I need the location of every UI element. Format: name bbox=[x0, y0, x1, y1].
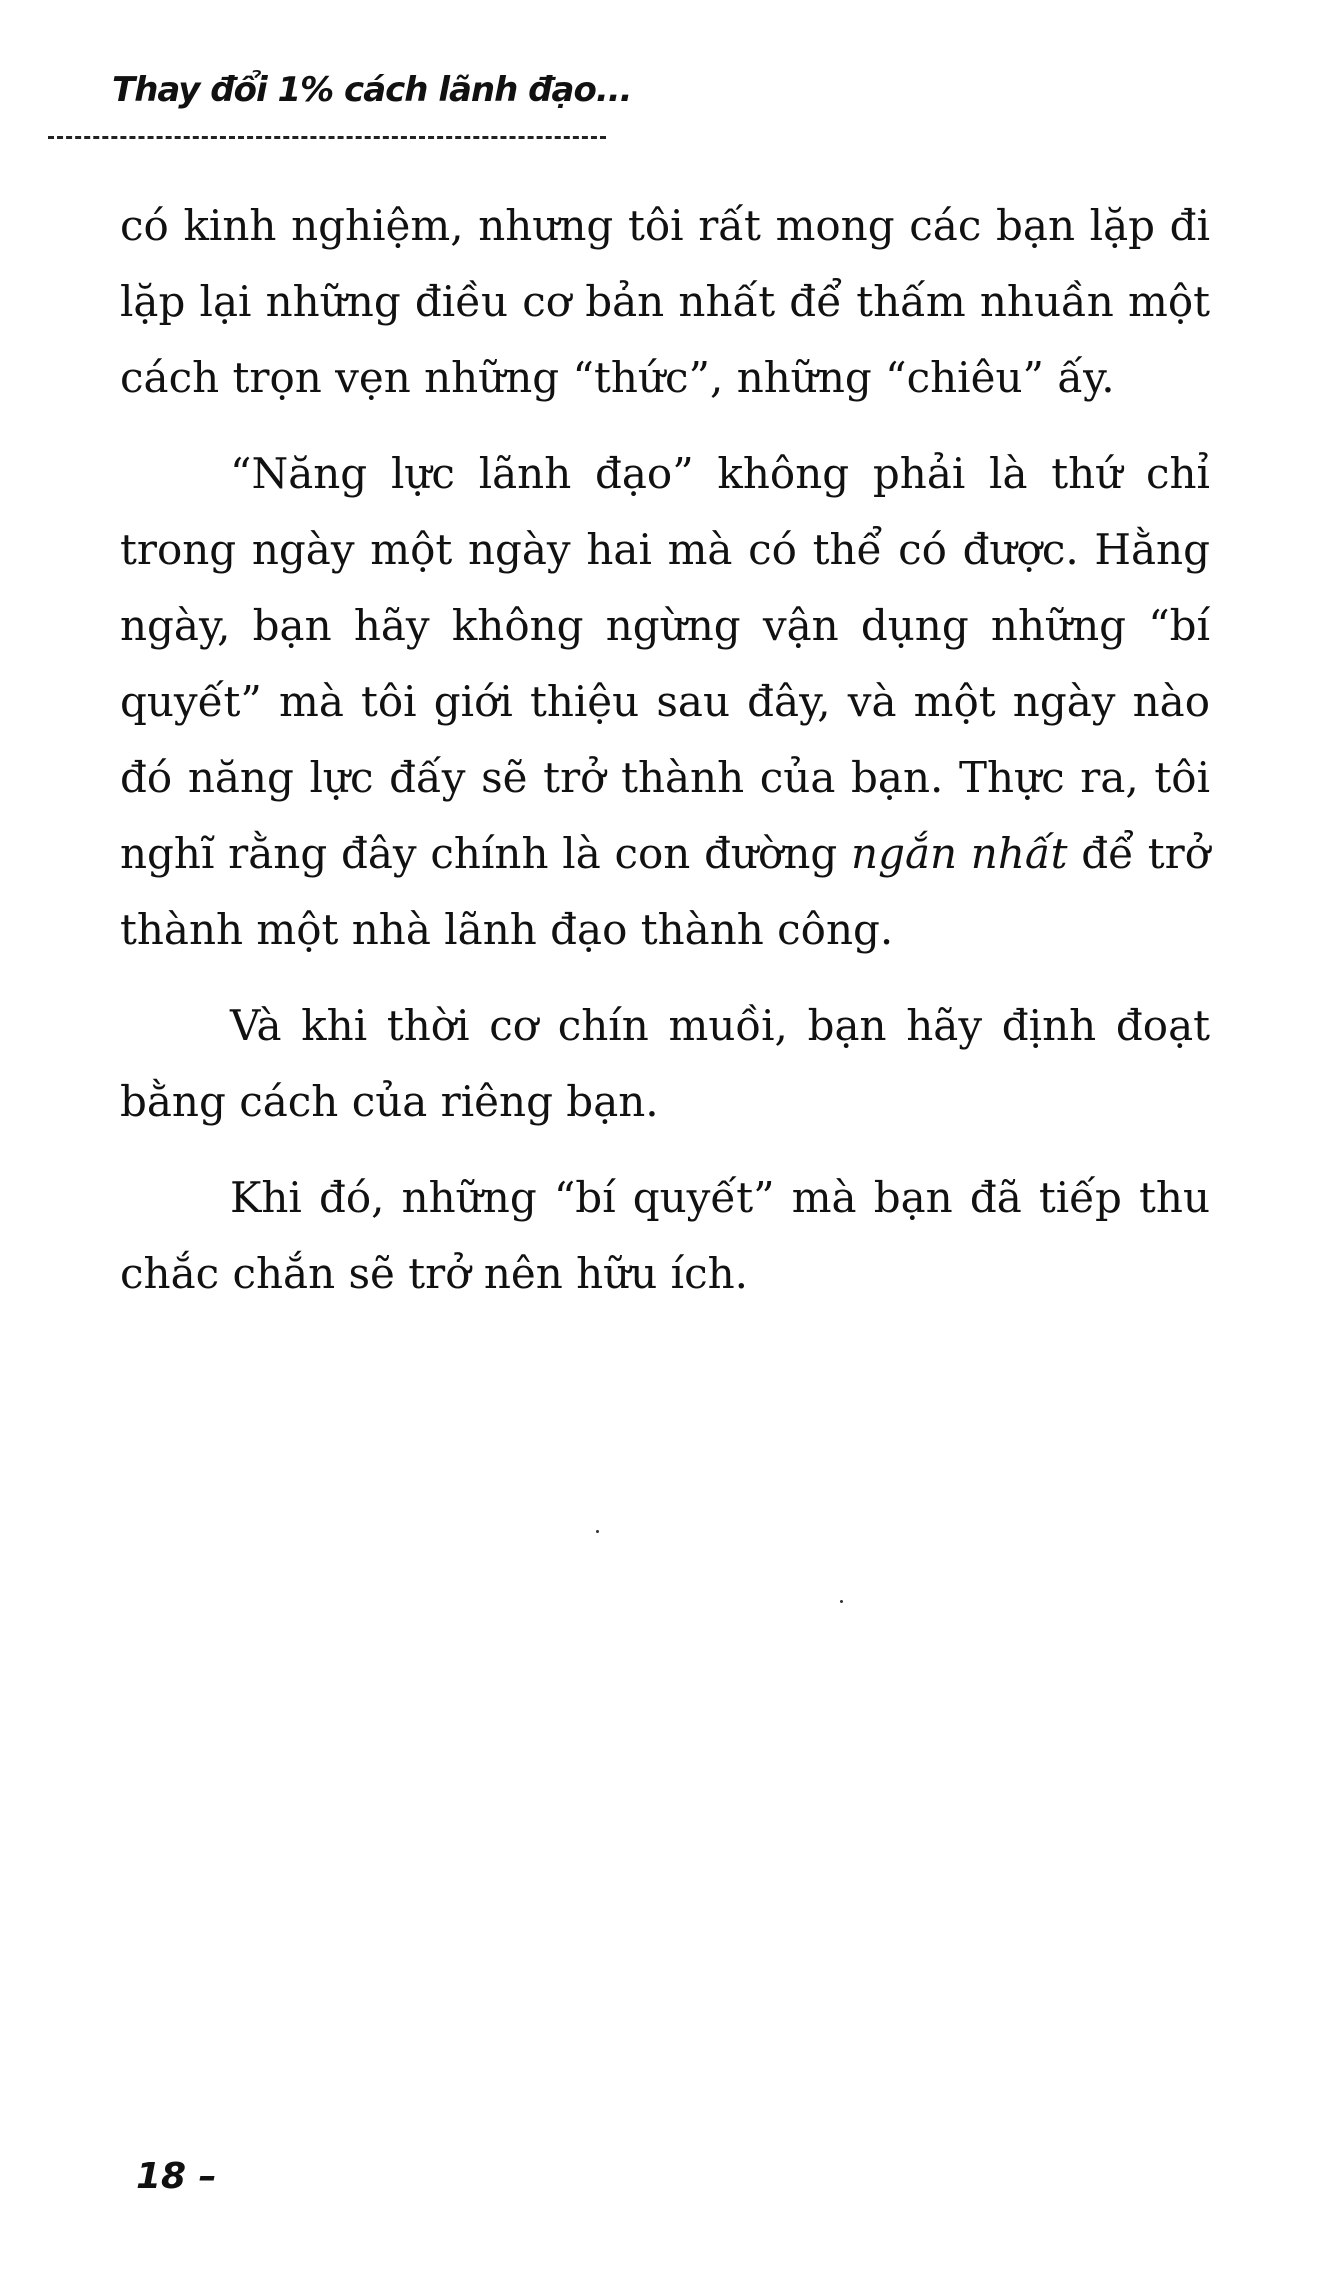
print-speck bbox=[596, 1530, 599, 1533]
header-divider bbox=[48, 136, 606, 139]
paragraph-2-text-end: để trở thành một nhà lãnh đạo thành công. bbox=[120, 829, 1210, 954]
running-header: Thay đổi 1% cách lãnh đạo... bbox=[112, 70, 632, 110]
paragraph-2 bbox=[120, 436, 1210, 968]
page-number: 18 – bbox=[136, 2156, 217, 2197]
paragraph-3: Và khi thời cơ chín muồi, bạn hãy định đoạt bằng cách của riêng bạn. bbox=[120, 1001, 1210, 1126]
paragraph-4: Khi đó, những “bí quyết” mà bạn đã tiếp thu chắc chắn sẽ trở nên hữu ích. bbox=[120, 1173, 1210, 1298]
paragraph-2-text-start: “Năng lực lãnh đạo” không phải là thứ chỉ trong ngày một ngày hai mà có thể có được. Hằng ngày, bạn hãy không ngừng vận dụng những “bí quyết” mà tôi giới thiệu sau đây, và một ngày nào đó năng lực đấy sẽ trở thành của bạn. Thực ra, tôi nghĩ rằng đây chính là con đường bbox=[120, 449, 1210, 878]
paragraph-2-emphasis: ngắn nhất bbox=[851, 829, 1068, 878]
paragraph-1: có kinh nghiệm, nhưng tôi rất mong các bạn lặp đi lặp lại những điều cơ bản nhất để thấm nhuần một cách trọn vẹn những “thức”, những “chiêu” ấy. bbox=[120, 201, 1210, 402]
print-speck bbox=[840, 1600, 843, 1603]
page-body bbox=[120, 188, 1210, 1332]
